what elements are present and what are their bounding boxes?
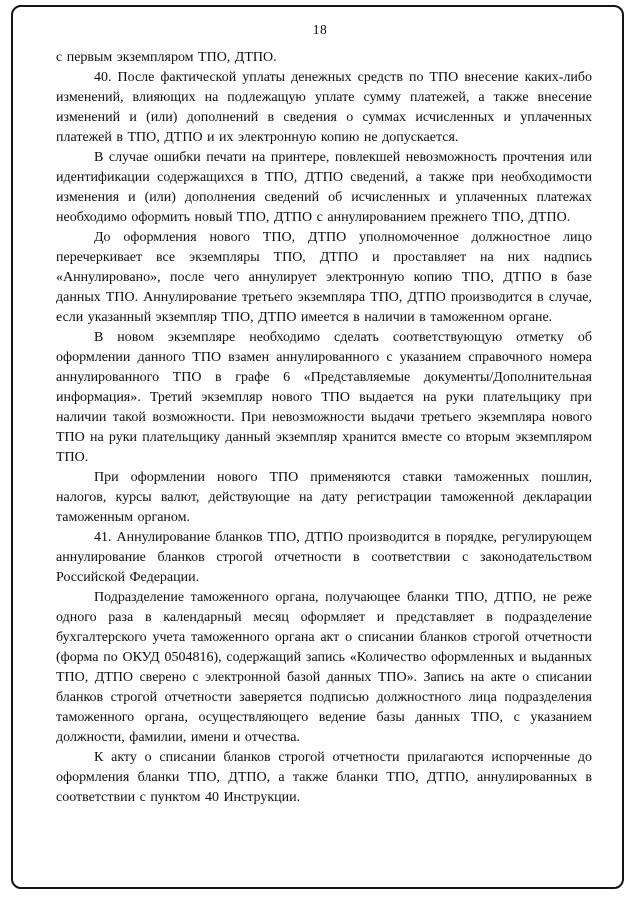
paragraph: К акту о списании бланков строгой отчетности прилагаются испорченные до оформления бланки ТПО, ДТПО, а также бланки ТПО, ДТПО, аннулированных в соответствии с пунктом 40 Инструкции. — [56, 750, 592, 805]
document-body — [56, 48, 592, 808]
paragraph: В случае ошибки печати на принтере, повлекшей невозможность прочтения или идентификации содержащихся в ТПО, ДТПО сведений, а также при необходимости изменения и (или) дополнения сведений об исчисленных и уплаченных платежах необходимо оформить новый ТПО, ДТПО с аннулированием прежнего ТПО, ДТПО. — [56, 150, 592, 225]
paragraph: До оформления нового ТПО, ДТПО уполномоченное должностное лицо перечеркивает все экземпляры ТПО, ДТПО и проставляет на них надпись «Аннулировано», после чего аннулирует электронную копию ТПО, ДТПО в базе данных ТПО. Аннулирование третьего экземпляра ТПО, ДТПО производится в случае, если указанный экземпляр ТПО, ДТПО имеется в наличии в таможенном органе. — [56, 230, 592, 325]
paragraph: В новом экземпляре необходимо сделать соответствующую отметку об оформлении данного ТПО взамен аннулированного с указанием справочного номера аннулированного ТПО в графе 6 «Представляемые документы/Дополнительная информация». Третий экземпляр нового ТПО выдается на руки плательщику при наличии такой возможности. При невозможности выдачи третьего экземпляра нового ТПО на руки плательщику данный экземпляр хранится вместе со вторым экземпляром ТПО. — [56, 330, 592, 465]
paragraph: Подразделение таможенного органа, получающее бланки ТПО, ДТПО, не реже одного раза в календарный месяц оформляет и представляет в подразделение бухгалтерского учета таможенного органа акт о списании бланков строгой отчетности (форма по ОКУД 0504816), содержащий запись «Количество оформленных и выданных ТПО, ДТПО сверено с электронной базой данных ТПО». Запись на акте о списании бланков строгой отчетности заверяется подписью должностного лица подразделения таможенного органа, осуществляющего ведение базы данных ТПО, с указанием должности, фамилии, имени и отчества. — [56, 590, 592, 745]
paragraph: При оформлении нового ТПО применяются ставки таможенных пошлин, налогов, курсы валют, действующие на дату регистрации таможенной декларации таможенным органом. — [56, 470, 592, 525]
paragraph: 40. После фактической уплаты денежных средств по ТПО внесение каких-либо изменений, влияющих на подлежащую уплате сумму платежей, а также внесение изменений и (или) дополнений в сведения о суммах исчисленных и уплаченных платежей в ТПО, ДТПО и их электронную копию не допускается. — [56, 70, 592, 145]
page-number: 18 — [312, 22, 328, 37]
paragraph: с первым экземпляром ТПО, ДТПО. — [56, 50, 277, 65]
paragraph: 41. Аннулирование бланков ТПО, ДТПО производится в порядке, регулирующем аннулирование бланков строгой отчетности в соответствии с законодательством Российской Федерации. — [56, 530, 592, 585]
